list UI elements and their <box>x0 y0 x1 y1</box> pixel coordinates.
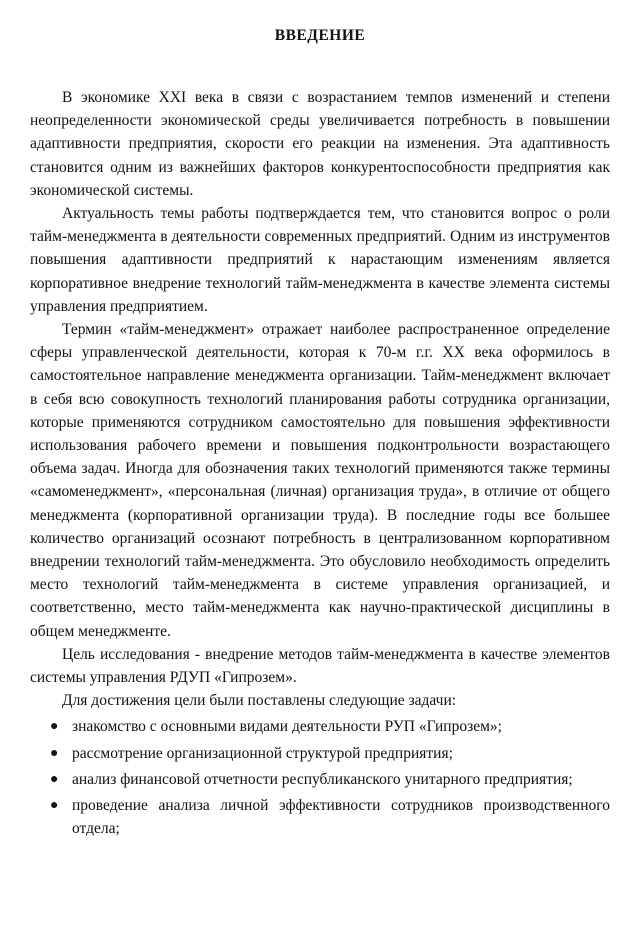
list-item <box>30 715 610 738</box>
document-page <box>30 26 610 841</box>
page-title: ВВЕДЕНИЕ <box>274 27 366 44</box>
paragraph-intro: В экономике XXI века в связи с возрастанием темпов изменений и степени неопределенности экономической среды увеличивается потребность в повышении адаптивности предприятия, скорости его реакции на изменения. Эта адаптивность становится одним из важнейших факторов конкурентоспособности предприятия как экономической системы. <box>30 89 610 199</box>
paragraph-term: Термин «тайм-менеджмент» отражает наиболее распространенное определение сферы управленческой деятельности, которая к 70-м г.г. XX века оформилось в самостоятельное направление менеджмента организации. Тайм-менеджмент включает в себя всю совокупность технологий планирования работы сотрудника организации, которые применяются сотрудником самостоятельно для повышения эффективности использования рабочего времени и повышения подконтрольности возрастающего объема задач. Иногда для обозначения таких технологий применяются также термины «самоменеджмент», «персональная (личная) организация труда», в отличие от общего менеджмента (корпоративной организации труда). В последние годы все большее количество организаций осознают потребность в централизованном корпоративном внедрении технологий тайм-менеджмента. Это обусловило необходимость определить место технологий тайм-менеджмента в системе управления организацией, и соответственно, место тайм-менеджмента как научно-практической дисциплины в общем менеджменте. <box>30 321 610 640</box>
list-item-text: проведение анализа личной эффективности сотрудников производственного отдела; <box>72 797 610 838</box>
bullet-icon: ● <box>50 719 59 735</box>
bullet-icon: ● <box>50 745 59 761</box>
list-item <box>30 768 610 791</box>
paragraph-relevance: Актуальность темы работы подтверждается тем, что становится вопрос о роли тайм-менеджмента в деятельности современных предприятий. Одним из инструментов повышения адаптивности предприятий к нарастающим изменениям является корпоративное внедрение технологий тайм-менеджмента в качестве элемента системы управления предприятием. <box>30 205 610 315</box>
list-item <box>30 742 610 765</box>
list-item <box>30 794 610 840</box>
list-item-text: рассмотрение организационной структурой предприятия; <box>72 744 453 762</box>
tasks-list <box>30 715 610 840</box>
bullet-icon: ● <box>50 771 59 787</box>
list-item-text: анализ финансовой отчетности республиканского унитарного предприятия; <box>72 770 573 788</box>
paragraph-tasks-intro: Для достижения цели были поставлены следующие задачи: <box>62 692 457 710</box>
paragraph-goal: Цель исследования - внедрение методов тайм-менеджмента в качестве элементов системы управления РДУП «Гипрозем». <box>30 645 610 687</box>
list-item-text: знакомство с основными видами деятельности РУП «Гипрозем»; <box>72 718 502 736</box>
bullet-icon: ● <box>50 798 59 814</box>
